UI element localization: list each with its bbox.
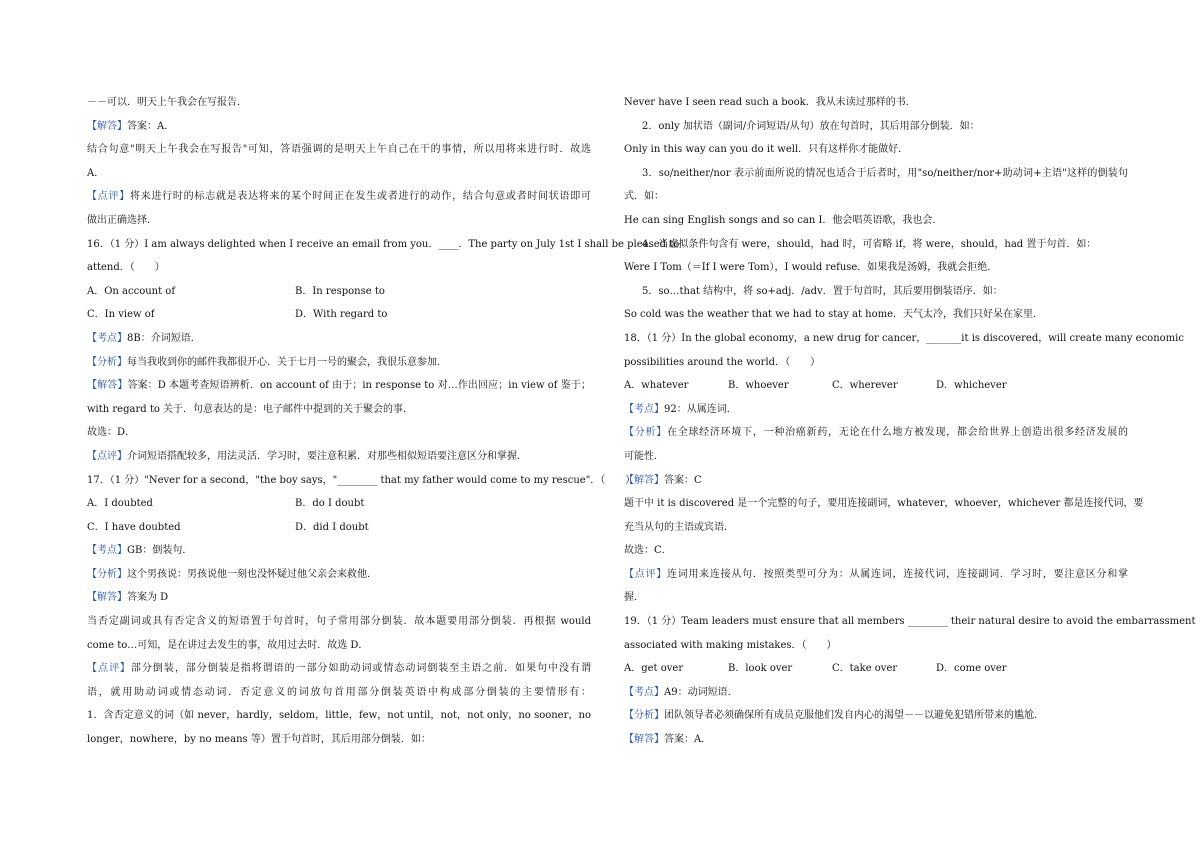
text-line <box>624 539 1128 563</box>
line-text: associated with making mistakes．（ ） <box>624 639 837 651</box>
line-text: 8B：介词短语． <box>127 332 201 344</box>
annotated-line <box>624 704 1128 728</box>
annotated-line <box>624 398 1128 422</box>
line-text: 式．如： <box>624 191 664 203</box>
option-choice: C．In view of <box>87 309 155 321</box>
section-tag: 【解答】 <box>87 120 127 132</box>
option-choice: B．whoever <box>728 380 789 392</box>
annotated-line <box>624 469 1128 493</box>
text-line <box>87 138 591 162</box>
answer-options <box>87 516 591 540</box>
line-text: 可能性． <box>624 450 664 462</box>
section-tag: 【解答】 <box>87 592 127 604</box>
section-tag: 【解答】 <box>624 474 664 486</box>
line-text: 每当我收到你的邮件我都很开心．关于七月一号的聚会，我很乐意参加． <box>127 356 447 368</box>
section-tag: 【考点】 <box>87 545 127 557</box>
line-text: 1．含否定意义的词（如 never，hardly，seldom，little，few，not until，not，not only，no sooner，no <box>87 710 591 722</box>
options-row <box>87 280 591 304</box>
annotated-line <box>87 115 591 139</box>
text-line <box>624 327 1184 351</box>
line-text: 4．当虚拟条件句含有 were，should，had 时，可省略 if，将 were，should，had 置于句首．如： <box>642 238 1097 250</box>
line-text: with regard to 关于．句意表达的是：电子邮件中提到的关于聚会的事． <box>87 403 414 415</box>
text-line <box>87 704 591 728</box>
options-row <box>87 492 591 516</box>
annotated-line <box>624 563 1128 587</box>
section-tag: 【解答】 <box>624 734 664 746</box>
section-tag: 【考点】 <box>624 686 664 698</box>
option-choice: C．I have doubted <box>87 521 181 533</box>
line-text: 答案为 D <box>127 592 169 604</box>
line-text: 这个男孩说：男孩说他一刻也没怀疑过他父亲会来救他． <box>127 568 377 580</box>
option-choice: A．I doubted <box>87 498 153 510</box>
option-choice: B．do I doubt <box>295 498 365 510</box>
line-text: He can sing English songs and so can I．他会唱英语歌，我也会． <box>624 214 943 226</box>
line-text: 答案：C <box>664 474 702 486</box>
answer-options <box>624 657 1128 681</box>
line-text: 做出正确选择． <box>87 214 157 226</box>
line-text: －－可以．明天上午我会在写报告． <box>87 97 247 108</box>
annotated-line <box>87 586 591 610</box>
annotated-line <box>87 563 591 587</box>
options-row <box>87 516 591 540</box>
text-line <box>624 256 1128 280</box>
text-line <box>87 256 591 280</box>
option-choice: A．get over <box>624 663 684 675</box>
text-line <box>624 351 1128 375</box>
line-text: come to…可知，是在讲过去发生的事，故用过去时．故选 D． <box>87 639 369 651</box>
annotated-line <box>87 657 591 681</box>
option-choice: D．With regard to <box>295 309 388 321</box>
line-text: A9：动词短语． <box>664 686 738 698</box>
line-text: 答案：A． <box>127 120 175 132</box>
annotated-line <box>87 327 591 351</box>
line-text: 结合句意"明天上午我会在写报告"可知，答语强调的是明天上午自己在干的事情，所以用将来进行时．故选 <box>87 144 591 156</box>
annotated-line <box>624 421 1128 445</box>
line-text: 充当从句的主语或宾语． <box>624 521 734 533</box>
text-line <box>624 115 1128 139</box>
line-text: 握． <box>624 592 644 604</box>
text-line <box>624 610 1196 634</box>
text-line <box>624 91 1128 115</box>
annotated-line <box>87 374 591 398</box>
section-tag: 【考点】 <box>624 403 664 415</box>
line-text: 将来进行时的标志就是表达将来的某个时间正在发生或者进行的动作，结合句意或者时间状语即可 <box>129 191 592 203</box>
text-line <box>624 233 1128 257</box>
option-choice: C．take over <box>832 663 898 675</box>
line-text: 故选：D． <box>87 427 136 439</box>
section-tag: 【分析】 <box>87 568 127 580</box>
line-text: So cold was the weather that we had to stay at home．天气太冷，我们只好呆在家里． <box>624 309 1044 321</box>
line-text: 3．so/neither/nor 表示前面所说的情况也适合于后者时，用"so/neither/nor+助动词+主语"这样的倒装句 <box>642 167 1128 179</box>
line-text: 5．so…that 结构中，将 so+adj．/adv．置于句首时，其后要用倒装语序．如： <box>642 285 1003 297</box>
text-line <box>87 610 591 634</box>
answer-options <box>624 374 1128 398</box>
text-line <box>624 586 1128 610</box>
right-column <box>624 91 1196 752</box>
section-tag: 【点评】 <box>624 568 667 580</box>
option-choice: A．whatever <box>624 380 689 392</box>
annotated-line <box>87 539 591 563</box>
line-text: Never have I seen read such a book．我从未读过那样的书． <box>624 97 916 108</box>
text-line <box>624 209 1128 233</box>
options-row <box>624 657 1128 681</box>
section-tag: 【考点】 <box>87 332 127 344</box>
annotated-line <box>87 445 591 469</box>
line-text: Were I Tom（＝If I were Tom），I would refuse．如果我是汤姆，我就会拒绝． <box>624 262 998 274</box>
option-choice: C．wherever <box>832 380 898 392</box>
section-tag: 【点评】 <box>87 663 131 675</box>
text-line <box>87 681 591 705</box>
text-line <box>87 91 591 115</box>
line-text: GB：倒装句． <box>127 545 193 557</box>
section-tag: 【点评】 <box>87 191 130 203</box>
line-text: 18．（1 分）In the global economy，a new drug for cancer，_______it is discovered，will create many economic <box>624 332 1184 344</box>
option-choice: B．look over <box>728 663 793 675</box>
line-text: 16．（1 分）I am always delighted when I receive an email from you．____．The party on July 1st I shall be pleased to <box>87 238 680 250</box>
text-line <box>87 398 591 422</box>
line-text: 当否定副词或具有否定含义的短语置于句首时，句子常用部分倒装．故本题要用部分倒装．再根据 would <box>87 616 591 628</box>
line-text: 连词用来连接从句．按照类型可分为：从属连词，连接代词，连接副词．学习时，要注意区分和掌 <box>666 568 1129 580</box>
text-line <box>87 728 591 752</box>
annotated-line <box>87 185 591 209</box>
option-choice: B．In response to <box>295 285 385 297</box>
text-line <box>624 303 1128 327</box>
line-text: 部分倒装，部分倒装是指将谓语的一部分如助动词或情态动词倒装至主语之前．如果句中没有谓 <box>130 663 592 675</box>
line-text: 故选：C． <box>624 545 672 557</box>
line-text: possibilities around the world．（ ） <box>624 356 821 368</box>
line-text: 答案：A． <box>664 734 712 746</box>
line-text: 92：从属连词． <box>664 403 737 415</box>
section-tag: 【解答】 <box>87 380 128 392</box>
line-text: 答案：D 本题考查短语辨析．on account of 由于；in response to 对…作出回应；in view of 鉴于； <box>127 380 592 392</box>
section-tag: 【分析】 <box>87 356 127 368</box>
text-line <box>87 209 591 233</box>
text-line <box>624 445 1128 469</box>
text-line <box>624 138 1128 162</box>
line-text: 17．（1 分）"Never for a second，"the boy says，"________ that my father would come to my rescue"．（ ） <box>87 474 636 486</box>
text-line <box>87 233 680 257</box>
line-text: 语，就用助动词或情态动词．否定意义的词放句首用部分倒装英语中构成部分倒装的主要情形有： <box>87 686 591 698</box>
text-line <box>87 421 591 445</box>
line-text: longer，nowhere，by no means 等）置于句首时，其后用部分倒装．如： <box>87 734 431 746</box>
text-line <box>87 162 591 186</box>
text-line <box>624 185 1128 209</box>
line-text: 2．only 加状语（副词/介词短语/从句）放在句首时，其后用部分倒装．如： <box>642 120 980 132</box>
option-choice: A．On account of <box>87 285 176 297</box>
line-text: Only in this way can you do it well．只有这样你才能做好． <box>624 144 909 156</box>
section-tag: 【分析】 <box>624 427 667 439</box>
section-tag: 【分析】 <box>624 710 664 722</box>
line-text: 介词短语搭配较多，用法灵活．学习时，要注意积累．对那些相似短语要注意区分和掌握． <box>127 450 527 462</box>
answer-options <box>87 303 591 327</box>
line-text: 在全球经济环境下，一种治癌新药，无论在什么地方被发现，都会给世界上创造出很多经济发展的 <box>666 427 1129 439</box>
line-text: A． <box>87 167 105 179</box>
text-line <box>624 280 1128 304</box>
option-choice: D．did I doubt <box>295 521 369 533</box>
text-line <box>87 634 591 658</box>
text-line <box>624 634 1128 658</box>
annotated-line <box>87 351 591 375</box>
annotated-line <box>624 728 1128 752</box>
options-row <box>624 374 1128 398</box>
line-text: 题干中 it is discovered 是一个完整的句子，要用连接副词，whatever，whoever，whichever 都是连接代词，要 <box>624 498 1144 510</box>
option-choice: D．come over <box>936 663 1007 675</box>
line-text: attend．（ ） <box>87 262 165 274</box>
text-line <box>87 469 636 493</box>
line-text: 19．（1 分）Team leaders must ensure that all members ________ their natural desire to avoid the embarrassment <box>624 616 1196 628</box>
answer-options <box>87 492 591 516</box>
text-line <box>624 492 1144 516</box>
options-row <box>87 303 591 327</box>
text-line <box>624 516 1128 540</box>
line-text: 团队领导者必须确保所有成员克服他们发自内心的渴望－－以避免犯错所带来的尴尬． <box>664 710 1044 722</box>
section-tag: 【点评】 <box>87 450 127 462</box>
text-line <box>624 162 1128 186</box>
option-choice: D．whichever <box>936 380 1007 392</box>
answer-options <box>87 280 591 304</box>
annotated-line <box>624 681 1128 705</box>
